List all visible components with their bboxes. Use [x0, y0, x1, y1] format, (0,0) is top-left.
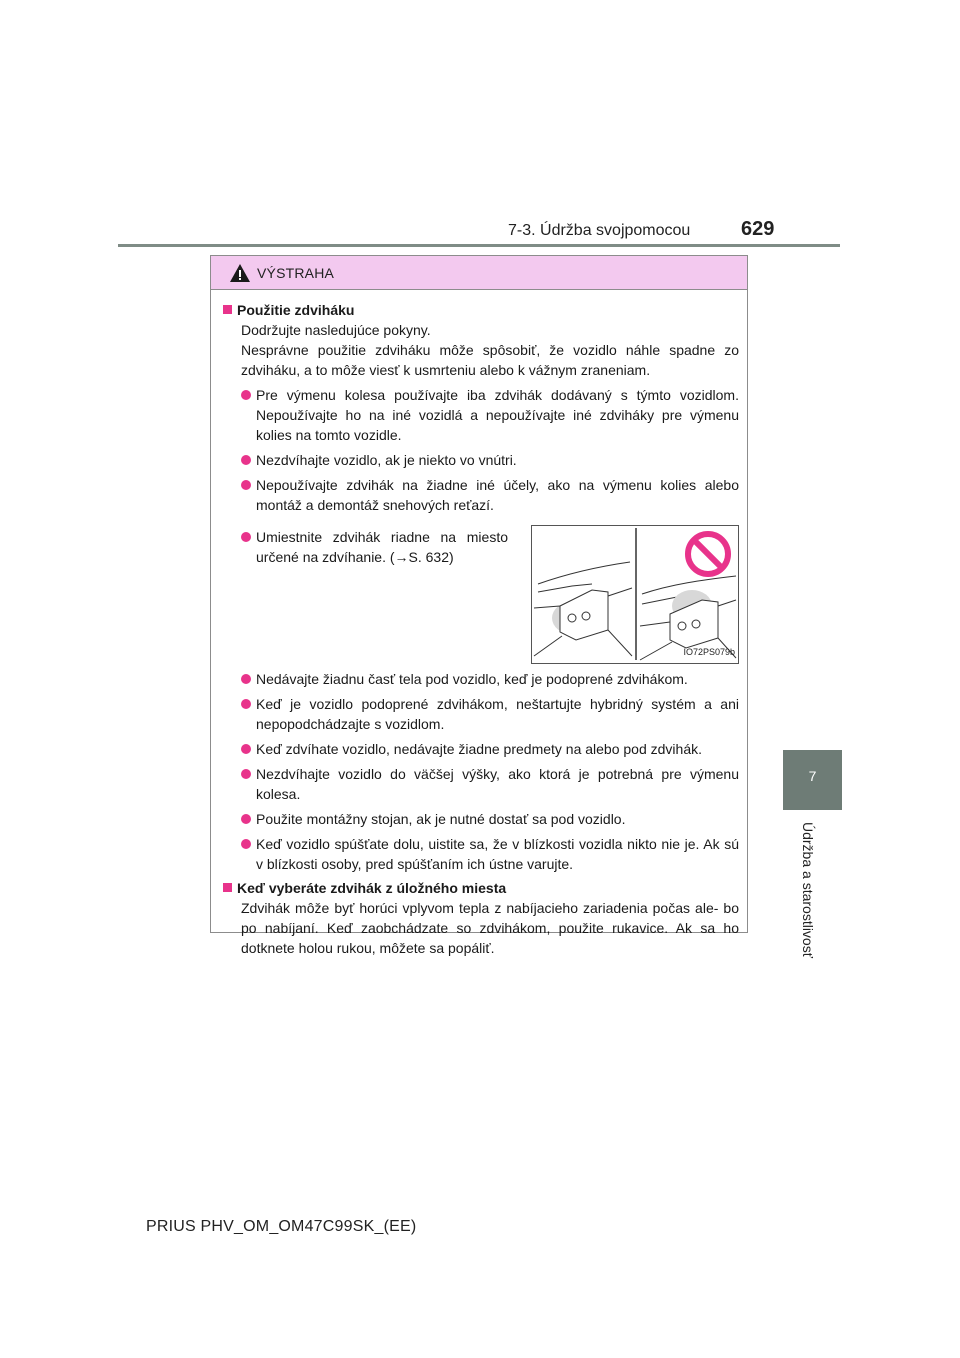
list-item: Pre výmenu kolesa používajte iba zdvihák dodávaný s týmto vozidlom. Nepoužívajte ho na iné vozidlá a nepoužívajte iné zdviháky pre výmenu kolies na tomto vozidle. — [241, 385, 739, 445]
list-item: Nezdvíhajte vozidlo, ak je niekto vo vnútri. — [241, 450, 739, 470]
square-bullet-icon — [223, 305, 232, 314]
warning-box — [210, 255, 748, 956]
list-item: Keď vozidlo spúšťate dolu, uistite sa, že v blízkosti vozidla nikto nie je. Ak sú v blízkosti osoby, pred spúšťaním ich ústne varujte. — [241, 834, 739, 874]
section-title: 7-3. Údržba svojpomocou — [508, 222, 691, 239]
chapter-number: 7 — [808, 768, 817, 784]
bullet-icon — [241, 674, 251, 684]
warning-triangle-icon — [229, 263, 251, 283]
bullet-icon — [241, 769, 251, 779]
warning-header — [211, 256, 747, 290]
figure-code: IO72PS079b — [683, 647, 735, 657]
intro-warning-text: Nesprávne použitie zdviháku môže spôsobiť, že vozidlo náhle spadne zo zdviháku, a to môže viesť k usmrteniu alebo k vážnym zraneniam. — [241, 342, 739, 378]
document-code: PRIUS PHV_OM_OM47C99SK_(EE) — [146, 1218, 417, 1235]
list-item: Nedávajte žiadnu časť tela pod vozidlo, keď je podoprené zdvihákom. — [241, 669, 739, 689]
bullet-icon — [241, 814, 251, 824]
bullet-icon — [241, 744, 251, 754]
bullet-icon — [241, 480, 251, 490]
bullet-icon — [241, 532, 251, 542]
jack-placement-illustration — [531, 525, 739, 664]
square-bullet-icon — [223, 883, 232, 892]
intro-text: Dodržujte nasledujúce pokyny. — [241, 322, 431, 338]
bullet-icon — [241, 390, 251, 400]
bullet-icon — [241, 699, 251, 709]
bullet-icon — [241, 455, 251, 465]
list-item: Použite montážny stojan, ak je nutné dostať sa pod vozidlo. — [241, 809, 739, 829]
figure-row — [223, 525, 739, 664]
warning-content — [223, 300, 739, 958]
page-number: 629 — [741, 218, 775, 240]
list-item: Keď je vozidlo podoprené zdvihákom, neštartujte hybridný systém a ani nepopodchádzajte s vozidlom. — [241, 694, 739, 734]
section-heading-jack-use: Použitie zdviháku — [223, 300, 739, 320]
bullet-icon — [241, 839, 251, 849]
section-heading-jack-storage: Keď vyberáte zdvihák z úložného miesta — [223, 878, 739, 898]
chapter-title: Údržba a starostlivosť — [800, 822, 816, 958]
list-item: Nepoužívajte zdvihák na žiadne iné účely, ako na výmenu kolies alebo montáž a demontáž snehových reťazí. — [241, 475, 739, 515]
header-divider — [118, 244, 840, 247]
list-item: Keď zdvíhate vozidlo, nedávajte žiadne predmety na alebo pod zdvihák. — [241, 739, 739, 759]
storage-warning-text: Zdvihák môže byť horúci vplyvom tepla z nabíjacieho zariadenia počas ale- bo po nabíjaní. Keď zaobchádzate so zdvihákom, použite rukavice. Ak sa ho dotknete holou rukou, môžete sa popáliť. — [241, 900, 739, 956]
warning-title: VÝSTRAHA — [257, 264, 335, 281]
list-item: Umiestnite zdvihák riadne na miesto určené na zdvíhanie. (→S. 632) — [241, 527, 508, 664]
list-item: Nezdvíhajte vozidlo do väčšej výšky, ako ktorá je potrebná pre výmenu kolesa. — [241, 764, 739, 804]
